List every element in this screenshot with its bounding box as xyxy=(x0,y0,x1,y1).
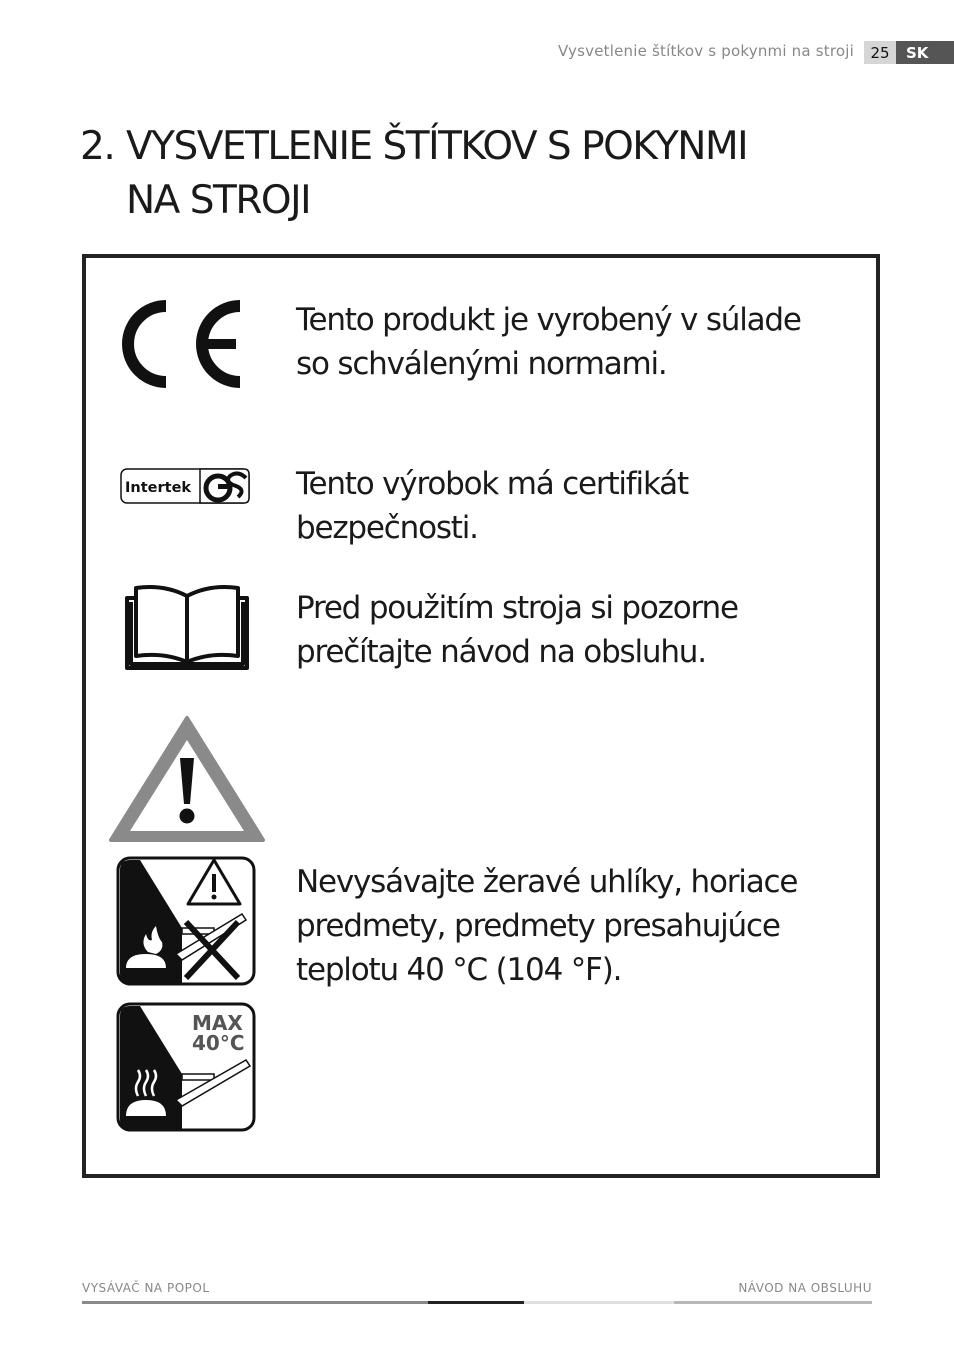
intertek-gs-icon xyxy=(120,466,252,510)
max-label: MAX xyxy=(192,1011,243,1035)
ce-description: Tento produkt je vyrobený v súlade so schválenými normami. xyxy=(296,302,801,382)
labels-box xyxy=(82,254,880,1178)
no-hot-embers-icon xyxy=(116,856,258,992)
title-line-1: VYSVETLENIE ŠTÍTKOV S POKYNMI xyxy=(126,124,748,169)
footer-rule-segment-1 xyxy=(82,1301,428,1304)
manual-description: Pred použitím stroja si pozorne prečítajte návod na obsluhu. xyxy=(296,590,738,670)
footer-rule-segment-2 xyxy=(428,1301,524,1304)
page-title xyxy=(80,120,747,228)
running-head: Vysvetlenie štítkov s pokynmi na stroji xyxy=(557,42,854,60)
section-number: 2. xyxy=(80,124,115,169)
title-line-2: NA STROJI xyxy=(126,178,311,223)
footer-rule-segment-4 xyxy=(674,1301,872,1304)
max-temp-icon xyxy=(116,1002,258,1138)
footer-document-type: NÁVOD NA OBSLUHU xyxy=(738,1281,872,1295)
hot-embers-description: Nevysávajte žeravé uhlíky, horiace predmety, predmety presahujúce teplotu 40 °C (104 °F). xyxy=(296,864,798,988)
open-book-icon xyxy=(124,580,250,676)
temp-label: 40°C xyxy=(192,1031,245,1055)
intertek-logo-text: Intertek xyxy=(125,480,192,496)
language-tab: SK xyxy=(896,41,954,64)
warning-triangle-icon xyxy=(108,714,266,848)
gs-description: Tento výrobok má certifikát bezpečnosti. xyxy=(296,466,688,546)
footer-product-name: VYSÁVAČ NA POPOL xyxy=(82,1281,210,1295)
footer-rule-segment-3 xyxy=(524,1301,674,1304)
page-number: 25 xyxy=(864,41,896,64)
ce-mark-icon xyxy=(122,298,246,394)
